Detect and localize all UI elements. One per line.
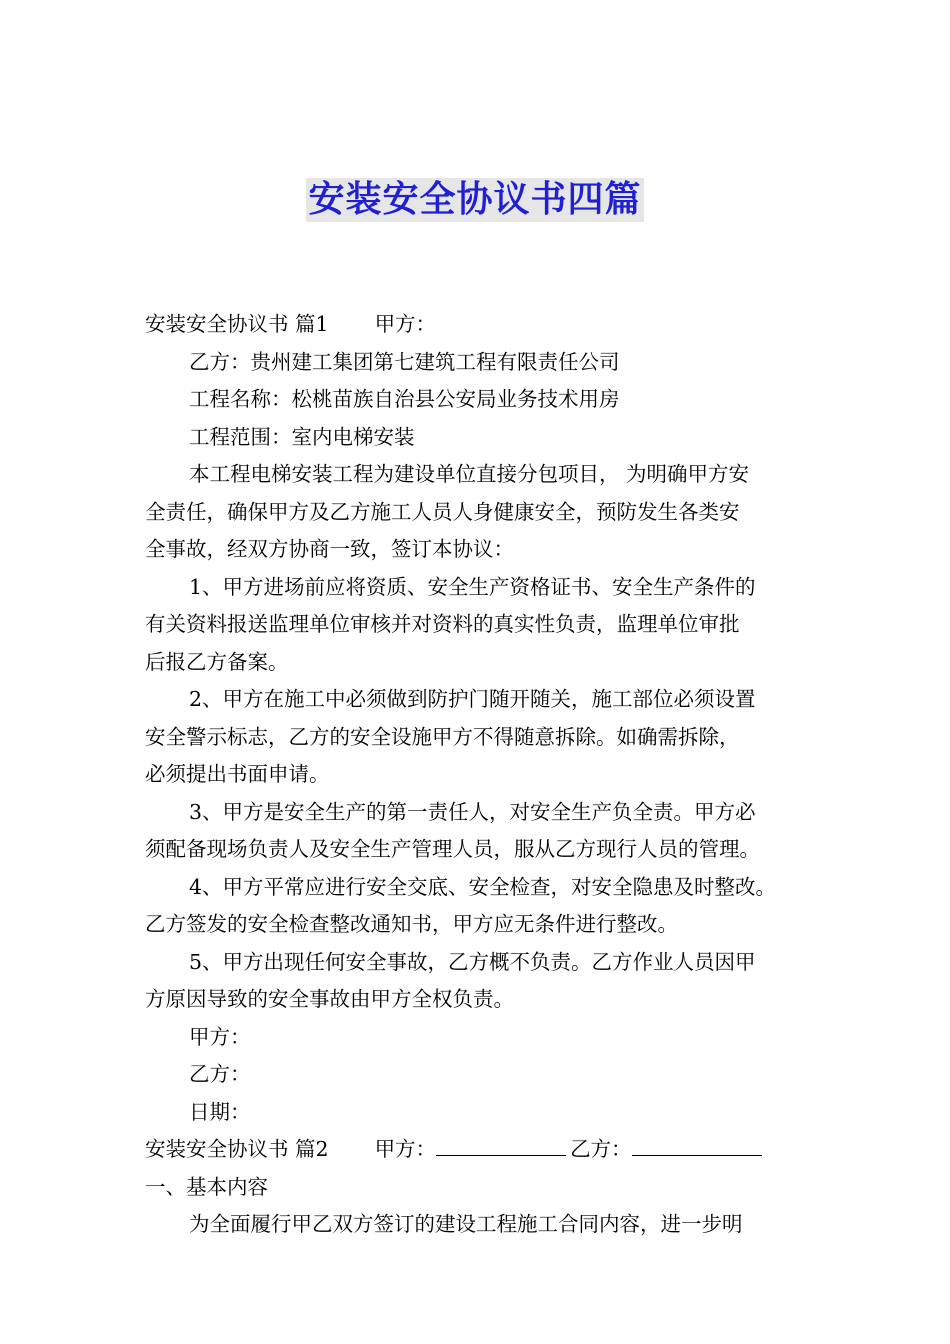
clause2-line: 2、甲方在施工中必须做到防护门随开随关，施工部位必须设置 [189, 687, 756, 711]
clause1-line: 1、甲方进场前应将资质、安全生产资格证书、安全生产条件的 [189, 574, 756, 599]
section2-heading-line [145, 1131, 810, 1169]
party-a-blank-line [436, 1131, 566, 1156]
signature-party-a: 甲方： [189, 1024, 251, 1049]
intro-line: 全事故，经双方协商一致，签订本协议： [145, 537, 514, 561]
intro-line: 本工程电梯安装工程为建设单位直接分包项目， 为明确甲方安 [189, 462, 750, 486]
clause4-line: 乙方签发的安全检查整改通知书，甲方应无条件进行整改。 [145, 912, 678, 936]
section1-party-a-label: 甲方： [374, 312, 437, 336]
title-container [0, 178, 950, 222]
clause5-line: 方原因导致的安全事故由甲方全权负责。 [145, 987, 514, 1011]
clause5-line: 5、甲方出现任何安全事故，乙方概不负责。乙方作业人员因甲 [189, 949, 756, 974]
clause3-line: 须配备现场负责人及安全生产管理人员，服从乙方现行人员的管理。 [145, 837, 760, 861]
clause2-line: 安全警示标志，乙方的安全设施甲方不得随意拆除。如确需拆除， [145, 724, 740, 749]
section2-party-a-label: 甲方： [374, 1137, 437, 1161]
intro-line: 全责任，确保甲方及乙方施工人员人身健康安全，预防发生各类安 [145, 499, 740, 524]
section1-heading-line [145, 306, 810, 344]
section2-subheading: 一、基本内容 [145, 1174, 268, 1199]
clause1-line: 有关资料报送监理单位审核并对资料的真实性负责，监理单位审批 [145, 612, 740, 636]
clause1-line: 后报乙方备案。 [145, 649, 289, 674]
party-b-line: 乙方：贵州建工集团第七建筑工程有限责任公司 [189, 349, 620, 374]
clause4-line: 4、甲方平常应进行安全交底、安全检查，对安全隐患及时整改。 [189, 874, 777, 899]
document-title: 安装安全协议书四篇 [308, 179, 642, 220]
project-scope-line: 工程范围：室内电梯安装 [189, 424, 415, 449]
section2-heading: 安装安全协议书 篇2 [145, 1137, 329, 1161]
section2-party-b-label: 乙方： [570, 1137, 632, 1161]
signature-party-b: 乙方： [189, 1062, 251, 1086]
document-body [145, 306, 810, 1244]
clause2-line: 必须提出书面申请。 [145, 762, 330, 786]
signature-date: 日期： [189, 1099, 251, 1124]
project-name-line: 工程名称：松桃苗族自治县公安局业务技术用房 [189, 387, 620, 411]
party-b-blank-line [632, 1131, 762, 1156]
section1-heading: 安装安全协议书 篇1 [145, 312, 329, 336]
clause3-line: 3、甲方是安全生产的第一责任人，对安全生产负全责。甲方必 [189, 799, 756, 824]
section2-paragraph-line: 为全面履行甲乙双方签订的建设工程施工合同内容，进一步明 [189, 1212, 743, 1236]
